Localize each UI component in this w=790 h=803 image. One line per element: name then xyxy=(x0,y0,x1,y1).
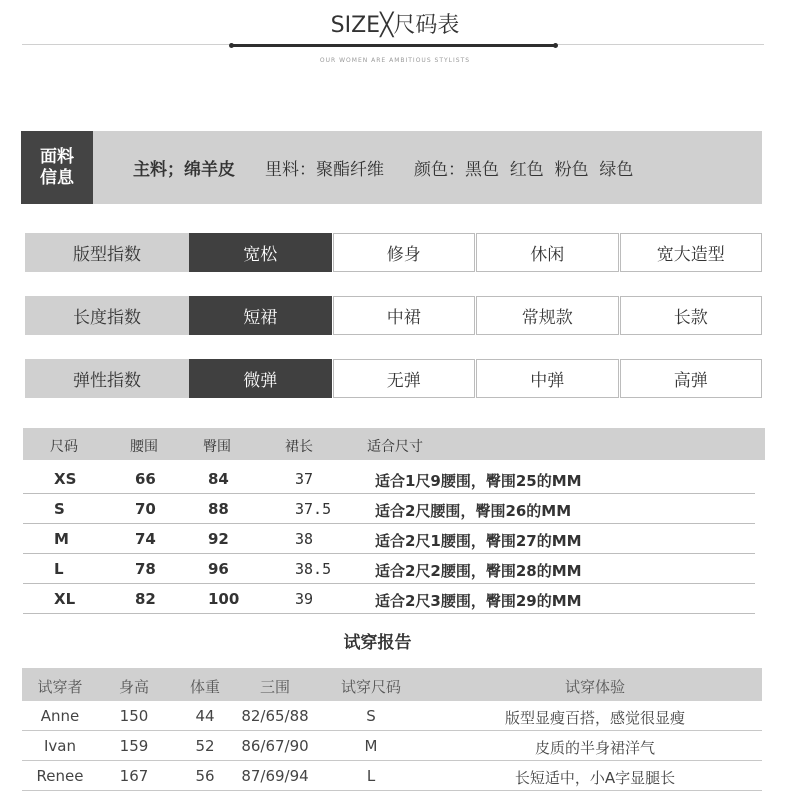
header-accent-bar xyxy=(232,44,556,47)
height-cell: 167 xyxy=(119,767,149,785)
fabric-details xyxy=(133,155,633,180)
stretch-option-none: 无弹 xyxy=(333,359,476,398)
height-cell: 159 xyxy=(119,737,149,755)
table-row xyxy=(23,554,755,584)
length-index-label: 长度指数 xyxy=(25,296,189,335)
tester-cell: Ivan xyxy=(44,737,76,755)
table-row xyxy=(23,494,755,524)
waist-cell: 70 xyxy=(135,500,156,518)
hip-cell: 100 xyxy=(208,590,240,608)
stretch-option-high: 高弹 xyxy=(620,359,763,398)
hip-cell: 96 xyxy=(208,560,229,578)
length-cell: 38 xyxy=(295,530,314,548)
weight-cell: 52 xyxy=(195,737,215,755)
trial-size-cell: S xyxy=(366,707,376,725)
weight-cell: 56 xyxy=(195,767,215,785)
waist-cell: 82 xyxy=(135,590,156,608)
trial-header-weight: 体重 xyxy=(189,678,221,696)
size-header-size: 尺码 xyxy=(50,439,78,455)
size-cell: XS xyxy=(54,470,77,488)
fit-cell: 适合2尺1腰围，臀围27的MM xyxy=(375,532,582,550)
fabric-colors: 颜色：黑色 红色 粉色 绿色 xyxy=(414,160,634,180)
fabric-lining: 里料：聚酯纤维 xyxy=(265,160,384,180)
fabric-label-line2: 信息 xyxy=(40,167,74,188)
experience-cell: 长短适中，小A字显腿长 xyxy=(514,769,676,787)
fabric-info-label xyxy=(21,131,93,204)
page-title: SIZE╳尺码表 xyxy=(330,13,460,38)
length-option-short: 短裙 xyxy=(189,296,332,335)
fit-cell: 适合1尺9腰围，臀围25的MM xyxy=(375,472,582,490)
hip-cell: 84 xyxy=(208,470,229,488)
size-cell: XL xyxy=(54,590,76,608)
waist-cell: 66 xyxy=(135,470,156,488)
fit-cell: 适合2尺腰围，臀围26的MM xyxy=(375,502,572,520)
table-row xyxy=(23,524,755,554)
fabric-main: 主料；绵羊皮 xyxy=(133,160,235,180)
size-cell: M xyxy=(54,530,69,548)
table-row xyxy=(23,584,755,614)
stretch-option-slight: 微弹 xyxy=(189,359,332,398)
experience-cell: 版型显瘦百搭，感觉很显瘦 xyxy=(504,709,686,727)
header-dot-left xyxy=(229,43,234,48)
trial-table-header xyxy=(22,668,762,701)
length-cell: 37.5 xyxy=(295,500,332,518)
fit-option-casual: 休闲 xyxy=(476,233,619,272)
size-header-fit: 适合尺寸 xyxy=(367,439,423,455)
length-cell: 38.5 xyxy=(295,560,332,578)
table-row xyxy=(22,761,762,791)
fit-option-slim: 修身 xyxy=(333,233,476,272)
fit-cell: 适合2尺2腰围，臀围28的MM xyxy=(375,562,582,580)
measurements-cell: 86/67/90 xyxy=(241,737,309,755)
trial-size-cell: M xyxy=(364,737,378,755)
trial-header-experience: 试穿体验 xyxy=(564,678,626,696)
page-subtitle: OUR WOMEN ARE AMBITIOUS STYLISTS xyxy=(319,57,471,64)
stretch-index-row xyxy=(25,359,762,398)
fit-index-row xyxy=(25,233,762,272)
fabric-label-line1: 面料 xyxy=(40,146,74,167)
fit-option-loose: 宽松 xyxy=(189,233,332,272)
tester-cell: Renee xyxy=(36,767,84,785)
table-row xyxy=(23,464,755,494)
trial-header-size: 试穿尺码 xyxy=(340,678,402,696)
waist-cell: 78 xyxy=(135,560,156,578)
trial-report-title: 试穿报告 xyxy=(343,633,412,653)
height-cell: 150 xyxy=(119,707,149,725)
length-option-long: 长款 xyxy=(620,296,763,335)
fabric-info-bar xyxy=(21,131,762,204)
fit-index-label: 版型指数 xyxy=(25,233,189,272)
length-cell: 39 xyxy=(295,590,314,608)
size-header-length: 裙长 xyxy=(285,439,313,455)
table-row xyxy=(22,731,762,761)
length-index-row xyxy=(25,296,762,335)
size-header-waist: 腰围 xyxy=(130,439,158,455)
length-option-mid: 中裙 xyxy=(333,296,476,335)
size-cell: L xyxy=(54,560,64,578)
measurements-cell: 82/65/88 xyxy=(241,707,309,725)
measurements-cell: 87/69/94 xyxy=(241,767,309,785)
weight-cell: 44 xyxy=(195,707,215,725)
length-cell: 37 xyxy=(295,470,314,488)
hip-cell: 88 xyxy=(208,500,229,518)
size-table-header xyxy=(23,428,765,460)
tester-cell: Anne xyxy=(40,707,80,725)
fit-cell: 适合2尺3腰围，臀围29的MM xyxy=(375,592,582,610)
stretch-index-label: 弹性指数 xyxy=(25,359,189,398)
experience-cell: 皮质的半身裙洋气 xyxy=(534,739,656,757)
trial-size-cell: L xyxy=(366,767,376,785)
length-option-regular: 常规款 xyxy=(476,296,619,335)
size-cell: S xyxy=(54,500,65,518)
trial-header-measurements: 三围 xyxy=(259,678,291,696)
size-header-hip: 臀围 xyxy=(203,439,231,455)
fit-option-oversized: 宽大造型 xyxy=(620,233,763,272)
trial-header-height: 身高 xyxy=(118,678,150,696)
header-dot-right xyxy=(553,43,558,48)
table-row xyxy=(22,701,762,731)
waist-cell: 74 xyxy=(135,530,156,548)
stretch-option-medium: 中弹 xyxy=(476,359,619,398)
hip-cell: 92 xyxy=(208,530,229,548)
trial-header-tester: 试穿者 xyxy=(37,678,83,696)
